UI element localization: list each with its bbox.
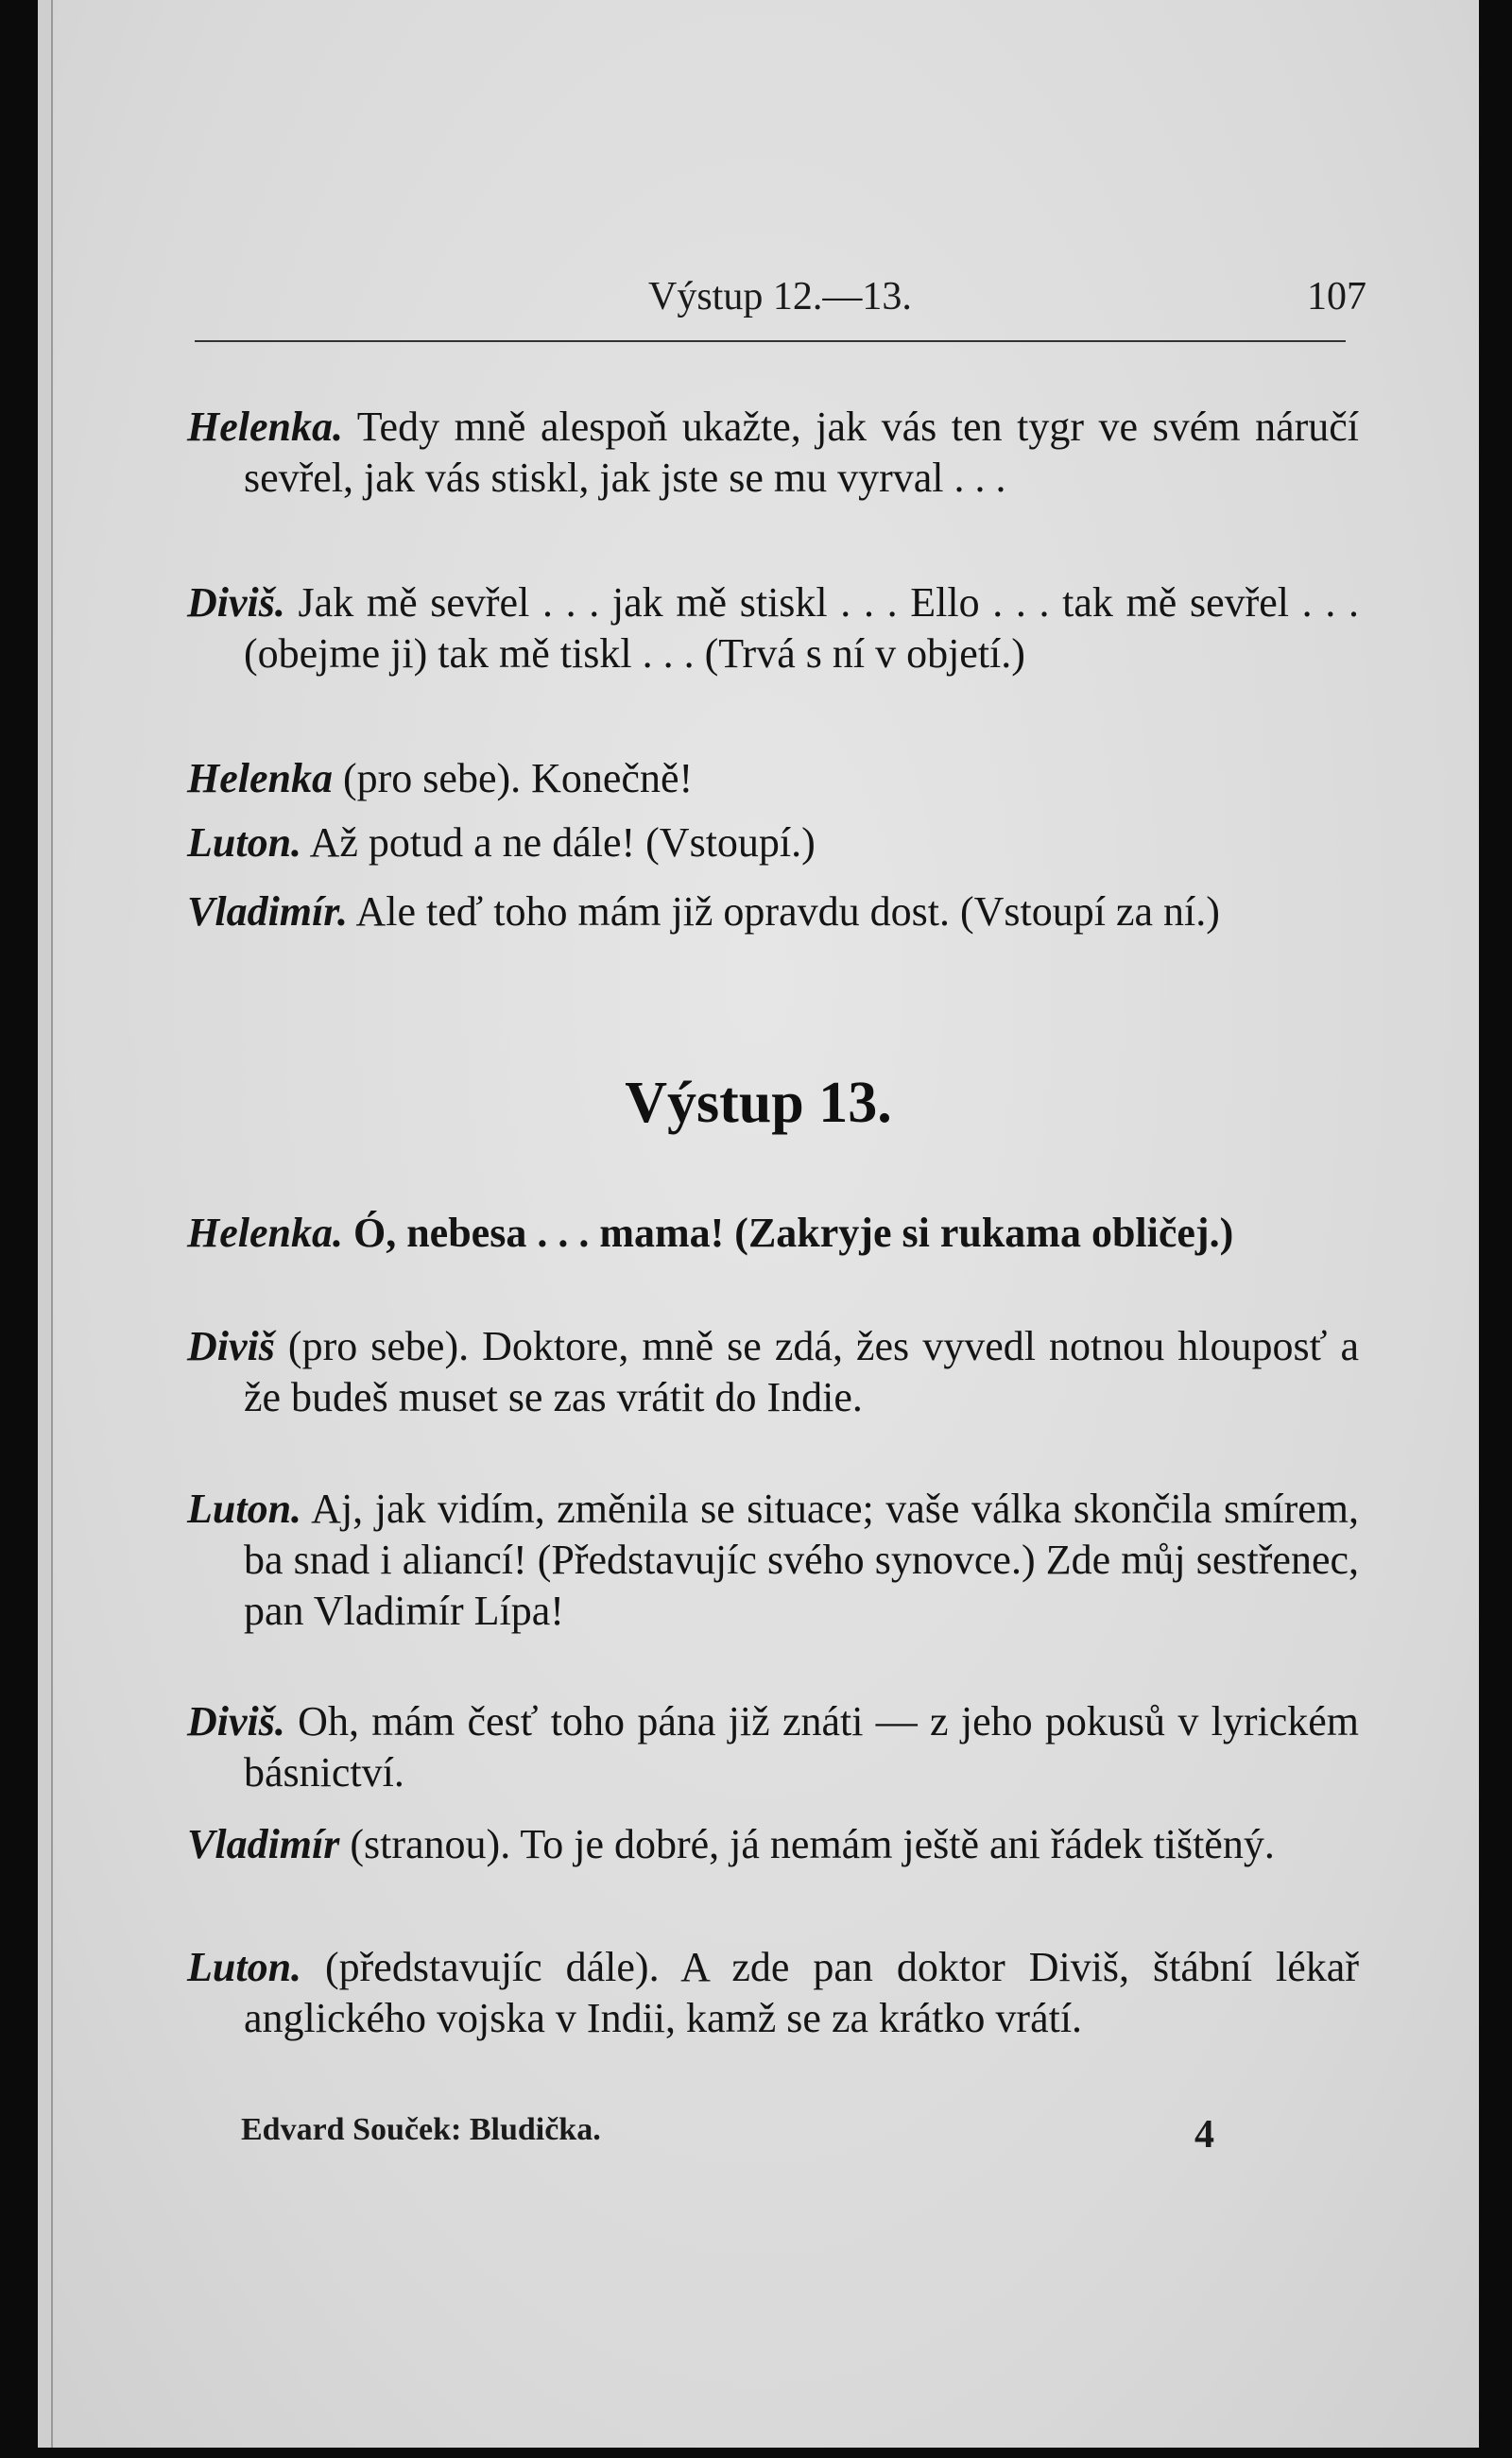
dialogue-entry <box>187 1696 1359 1798</box>
speaker-name: Diviš. <box>187 1698 285 1745</box>
dialogue-text: Oh, mám česť toho pána již znáti — z jeho pokusů v lyrickém básnictví. <box>244 1698 1359 1796</box>
speaker-name: Vladimír. <box>187 888 348 935</box>
dialogue-text: Ó, nebesa . . . mama! (Zakryje si rukama obličej.) <box>342 1210 1234 1256</box>
page-number: 107 <box>1307 275 1366 318</box>
scene-heading: Výstup 13. <box>625 1071 892 1135</box>
speaker-name: Diviš. <box>187 579 285 626</box>
dialogue-text: Aj, jak vidím, změnila se situace; vaše válka skončila smírem, ba snad i aliancí! (Představujíc svého synovce.) Zde můj sestřenec, pan Vladimír Lípa! <box>244 1486 1359 1634</box>
speaker-name: Luton. <box>187 819 302 866</box>
page-footer <box>241 2112 1214 2159</box>
dialogue-entry <box>187 1942 1359 2044</box>
dialogue-entry <box>187 753 1359 804</box>
running-title: Výstup 12.—13. <box>648 275 912 318</box>
speaker-name: Diviš <box>187 1323 275 1369</box>
dialogue-entry <box>187 886 1359 937</box>
speaker-name: Helenka. <box>187 404 343 450</box>
dialogue-text: (pro sebe). Doktore, mně se zdá, žes vyvedl notnou hlouposť a že budeš muset se zas vrátit do Indie. <box>244 1323 1359 1420</box>
footer-author-title: Edvard Souček: Bludička. <box>241 2112 601 2147</box>
book-page <box>38 0 1479 2448</box>
page-body <box>38 0 1479 2448</box>
dialogue-text: (stranou). To je dobré, já nemám ještě ani řádek tištěný. <box>339 1821 1275 1867</box>
dialogue-entry <box>187 402 1359 504</box>
speaker-name: Luton. <box>187 1944 302 1990</box>
dialogue-text: Jak mě sevřel . . . jak mě stiskl . . . Ello . . . tak mě sevřel . . . (obejme ji) tak mě tiskl . . . (Trvá s ní v objetí.) <box>244 579 1359 677</box>
dialogue-text: Ale teď toho mám již opravdu dost. (Vstoupí za ní.) <box>347 888 1220 935</box>
dialogue-text: (představujíc dále). A zde pan doktor Diviš, štábní lékař anglického vojska v Indii, kamž se za krátko vrátí. <box>244 1944 1359 2041</box>
dialogue-text: Tedy mně alespoň ukažte, jak vás ten tygr ve svém náručí sevřel, jak vás stiskl, jak jste se mu vyrval . . . <box>244 404 1359 501</box>
dialogue-entry <box>187 1484 1359 1637</box>
dialogue-text: Až potud a ne dále! (Vstoupí.) <box>301 819 816 866</box>
dialogue-text: (pro sebe). Konečně! <box>332 755 694 801</box>
dialogue-entry <box>187 1819 1359 1870</box>
dialogue-entry <box>187 1208 1359 1259</box>
speaker-name: Luton. <box>187 1486 302 1532</box>
speaker-name: Helenka. <box>187 1210 343 1256</box>
dialogue-entry <box>187 1321 1359 1423</box>
dialogue-entry <box>187 577 1359 679</box>
speaker-name: Helenka <box>187 755 333 801</box>
signature-mark: 4 <box>1194 2113 1214 2157</box>
speaker-name: Vladimír <box>187 1821 340 1867</box>
dialogue-entry <box>187 817 1359 868</box>
